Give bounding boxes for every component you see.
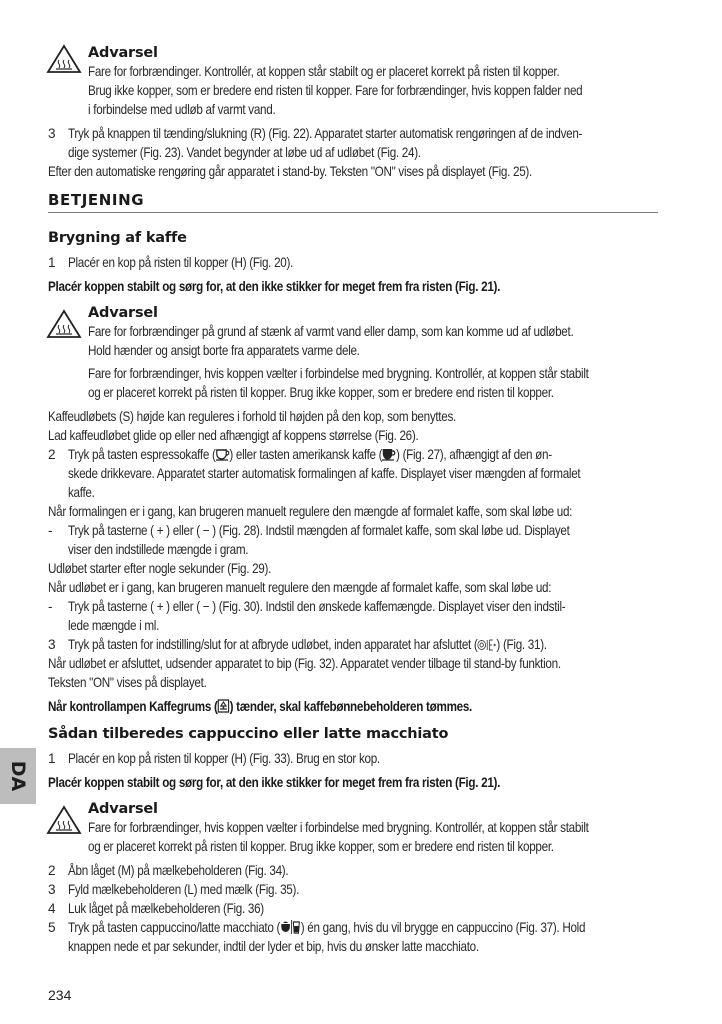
- bold-note: Placér koppen stabilt og sørg for, at den ikke stikker for meget frem fra risten (Fig. 21).: [48, 775, 501, 790]
- step-text: [68, 447, 552, 463]
- page-number: 234: [48, 987, 72, 1003]
- section-title: BETJENING: [48, 191, 145, 209]
- warning-text: og er placeret korrekt på risten til kopper. Brug ikke kopper, som er bredere end risten til kopper.: [88, 385, 554, 400]
- paragraph: Kaffeudløbets (S) højde kan reguleres i forhold til højden på den kop, som benyttes.: [48, 409, 456, 424]
- step-number: 1: [48, 255, 56, 270]
- bullet-text: Tryk på tasterne ( + ) eller ( − ) (Fig. 28). Indstil mængden af formalet kaffe, som skal løbe ud. Displayet: [68, 523, 570, 538]
- american-coffee-cup-icon: [382, 448, 396, 461]
- warning-text: Hold hænder og ansigt borte fra apparatets varme dele.: [88, 343, 360, 358]
- step-number: 4: [48, 901, 56, 916]
- warning-text: Brug ikke kopper, som er bredere end risten til kopper. Fare for forbrændinger, hvis koppen falder ned: [88, 83, 583, 98]
- step-text: Placér en kop på risten til kopper (H) (Fig. 33). Brug en stor kop.: [68, 751, 380, 766]
- step-text: Åbn låget (M) på mælkebeholderen (Fig. 34).: [68, 863, 289, 878]
- subsection-title: Brygning af kaffe: [48, 230, 187, 246]
- step-number: 3: [48, 637, 56, 652]
- warning-text: i forbindelse med udløb af varmt vand.: [88, 102, 276, 117]
- step-text-part: Tryk på tasten for indstilling/slut for at afbryde udløbet, inden apparatet har afsluttet (: [68, 637, 478, 652]
- warning-text: Fare for forbrændinger på grund af stænk af varmt vand eller damp, som kan komme ud af udløbet.: [88, 324, 574, 339]
- bullet-text: lede mængde i ml.: [68, 618, 160, 633]
- paragraph: Når udløbet er afsluttet, udsender apparatet to bip (Fig. 32). Apparatet vender tilbage til stand-by funktion.: [48, 656, 561, 671]
- cappuccino-latte-icon: [280, 920, 301, 934]
- language-tab-label: DA: [7, 760, 29, 792]
- step-text: Tryk på knappen til tænding/slukning (R) (Fig. 22). Apparatet starter automatisk rengøringen af de indven-: [68, 126, 583, 141]
- subsection-title: Sådan tilberedes cappuccino eller latte macchiato: [48, 726, 449, 742]
- warning-title: Advarsel: [88, 801, 158, 817]
- warning-title: Advarsel: [88, 305, 158, 321]
- step-text-part: Tryk på tasten espressokaffe (: [68, 447, 216, 462]
- paragraph: Når udløbet er i gang, kan brugeren manuelt regulere den mængde af formalet kaffe, som skal løbe ud:: [48, 580, 552, 595]
- step-number: 2: [48, 447, 56, 462]
- step-text-part: ) (Fig. 31).: [496, 637, 547, 652]
- paragraph: Teksten "ON" vises på displayet.: [48, 675, 207, 690]
- settings-end-icon: [478, 639, 497, 651]
- section-divider: [48, 212, 658, 213]
- warning-title: Advarsel: [88, 45, 158, 61]
- warning-text: og er placeret korrekt på risten til kopper. Brug ikke kopper, som er bredere end risten til kopper.: [88, 839, 554, 854]
- step-text: knappen nede et par sekunder, indtil der lyder et bip, hvis du ønsker latte macchiato.: [68, 939, 479, 954]
- bold-note: Placér koppen stabilt og sørg for, at den ikke stikker for meget frem fra risten (Fig. 21).: [48, 279, 501, 294]
- paragraph: Udløbet starter efter nogle sekunder (Fig. 29).: [48, 561, 272, 576]
- step-number: 1: [48, 751, 56, 766]
- step-number: 3: [48, 882, 56, 897]
- language-tab: [0, 748, 36, 804]
- step-text: kaffe.: [68, 485, 95, 500]
- step-number: 2: [48, 863, 56, 878]
- paragraph: Efter den automatiske rengøring går apparatet i stand-by. Teksten "ON" vises på displayet (Fig. 25).: [48, 164, 532, 179]
- paragraph: Når formalingen er i gang, kan brugeren manuelt regulere den mængde af formalet kaffe, som skal løbe ud:: [48, 504, 573, 519]
- step-text-part: ) eller tasten amerikansk kaffe (: [229, 447, 383, 462]
- bullet-dash: -: [48, 599, 53, 614]
- bullet-text: Tryk på tasterne ( + ) eller ( − ) (Fig. 30). Indstil den ønskede kaffemængde. Displayet viser den indstil-: [68, 599, 566, 614]
- warning-text: Fare for forbrændinger, hvis koppen vælter i forbindelse med brygning. Kontrollér, at koppen står stabilt: [88, 820, 589, 835]
- step-text: Placér en kop på risten til kopper (H) (Fig. 20).: [68, 255, 294, 270]
- step-number: 5: [48, 920, 56, 935]
- bullet-dash: -: [48, 523, 53, 538]
- hot-surface-warning-icon: [46, 309, 82, 339]
- hot-surface-warning-icon: [46, 805, 82, 835]
- bold-note-part: ) tænder, skal kaffebønnebeholderen tømmes.: [229, 699, 473, 714]
- bold-note-part: Når kontrollampen Kaffegrums (: [48, 699, 218, 714]
- step-number: 3: [48, 126, 56, 141]
- bullet-text: viser den indstillede mængde i gram.: [68, 542, 249, 557]
- warning-text: Fare for forbrændinger. Kontrollér, at koppen står stabilt og er placeret korrekt på risten til kopper.: [88, 64, 560, 79]
- step-text: skede drikkevare. Apparatet starter automatisk formalingen af kaffe. Displayet viser mængden af formalet: [68, 466, 581, 481]
- step-text: Luk låget på mælkebeholderen (Fig. 36): [68, 901, 264, 916]
- bold-note: [48, 699, 472, 715]
- paragraph: Lad kaffeudløbet glide op eller ned afhængigt af koppens størrelse (Fig. 26).: [48, 428, 419, 443]
- step-text: [68, 637, 547, 653]
- step-text: Fyld mælkebeholderen (L) med mælk (Fig. 35).: [68, 882, 300, 897]
- step-text-part: Tryk på tasten cappuccino/latte macchiato (: [68, 920, 281, 935]
- hot-surface-warning-icon: [46, 44, 82, 74]
- step-text-part: ) én gang, hvis du vil brygge en cappuccino (Fig. 37). Hold: [300, 920, 586, 935]
- coffee-grounds-icon: [218, 699, 230, 713]
- step-text-part: ) (Fig. 27), afhængigt af den øn-: [396, 447, 552, 462]
- warning-text: Fare for forbrændinger, hvis koppen vælter i forbindelse med brygning. Kontrollér, at koppen står stabilt: [88, 366, 589, 381]
- step-text: dige systemer (Fig. 23). Vandet begynder at løbe ud af udløbet (Fig. 24).: [68, 145, 421, 160]
- step-text: [68, 920, 585, 936]
- espresso-cup-icon: [216, 448, 230, 461]
